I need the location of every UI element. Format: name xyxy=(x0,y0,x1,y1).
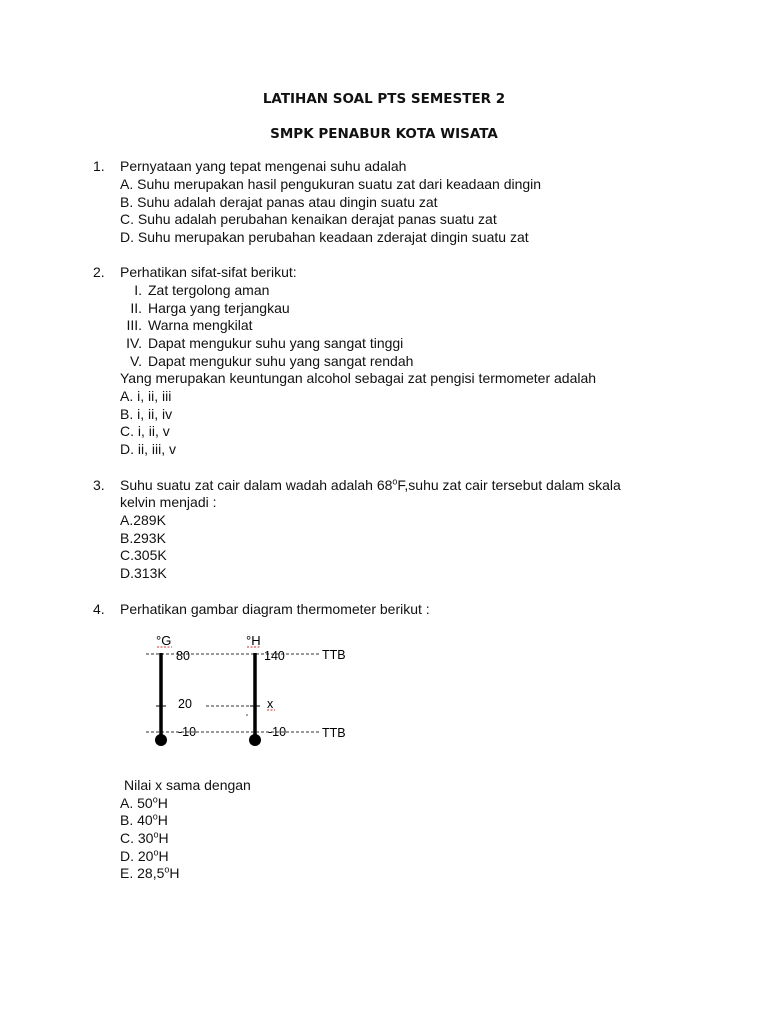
option-value: E. 28,5 xyxy=(120,865,165,881)
degree-symbol: o xyxy=(152,794,158,805)
q3-text-before: Suhu suatu zat cair dalam wadah adalah 68 xyxy=(120,477,393,493)
option-unit: H xyxy=(169,865,180,881)
q2-option-d: D. ii, iii, v xyxy=(120,441,176,457)
q4-option-e xyxy=(120,865,180,882)
q2-item-text: Zat tergolong aman xyxy=(148,282,270,298)
scale-g-label: °G xyxy=(156,633,172,648)
degree-symbol: o xyxy=(153,829,159,840)
option-value: C. 30 xyxy=(120,830,154,846)
option-unit: H xyxy=(158,848,169,864)
q3-text-after: F,suhu zat cair tersebut dalam skala xyxy=(397,477,621,493)
scale-h-label: °H xyxy=(246,633,261,648)
q2-option-c: C. i, ii, v xyxy=(120,423,170,439)
school-name: SMPK PENABUR KOTA WISATA xyxy=(270,126,498,142)
q1-option-a: A. Suhu merupakan hasil pengukuran suatu zat dari keadaan dingin xyxy=(120,176,542,192)
q3-text-line2: kelvin menjadi : xyxy=(120,494,217,510)
q2-item-text: Warna mengkilat xyxy=(148,317,253,333)
thermometer-h-bulb xyxy=(249,734,261,746)
q2-item-roman: IV. xyxy=(126,335,142,351)
q3-option-c: C.305K xyxy=(120,547,167,563)
q2-question: Yang merupakan keuntungan alcohol sebagai zat pengisi termometer adalah xyxy=(120,370,597,386)
q1-option-d: D. Suhu merupakan perubahan keadaan zderajat dingin suatu zat xyxy=(120,229,529,245)
h-bottom-value: -10 xyxy=(268,725,287,739)
q4-option-a xyxy=(120,795,168,812)
option-value: D. 20 xyxy=(120,848,154,864)
q2-text: Perhatikan sifat-sifat berikut: xyxy=(120,264,297,280)
degree-symbol: o xyxy=(164,864,170,875)
q1-option-b: B. Suhu adalah derajat panas atau dingin suatu zat xyxy=(120,194,438,210)
q4-question: Nilai x sama dengan xyxy=(124,777,251,793)
degree-symbol: o xyxy=(152,811,158,822)
q1-number: 1. xyxy=(93,158,105,174)
q2-item-roman: III. xyxy=(126,317,142,333)
q2-item-text: Dapat mengukur suhu yang sangat rendah xyxy=(148,353,414,369)
h-top-value: 140 xyxy=(264,649,285,663)
page-title: LATIHAN SOAL PTS SEMESTER 2 xyxy=(262,91,506,107)
ttb-bottom-label: TTB xyxy=(322,726,346,740)
option-value: A. 50 xyxy=(120,795,153,811)
q2-option-a: A. i, ii, iii xyxy=(120,388,172,404)
q4-option-d xyxy=(120,848,169,865)
q3-text xyxy=(120,477,621,494)
q2-number: 2. xyxy=(93,264,105,280)
q2-item-roman: V. xyxy=(130,353,142,369)
q3-option-d: D.313K xyxy=(120,565,167,581)
option-unit: H xyxy=(157,795,168,811)
q3-number: 3. xyxy=(93,477,105,493)
q2-item-text: Harga yang terjangkau xyxy=(148,300,290,316)
g-mid-value: 20 xyxy=(178,697,192,711)
degree-symbol: o xyxy=(392,476,398,487)
q2-item-roman: II. xyxy=(130,300,142,316)
q4-option-b xyxy=(120,812,168,829)
q3-option-a: A.289K xyxy=(120,512,166,528)
thermometer-diagram xyxy=(140,626,380,756)
stray-dot xyxy=(246,714,248,716)
option-value: B. 40 xyxy=(120,812,153,828)
q3-option-b: B.293K xyxy=(120,530,166,546)
option-unit: H xyxy=(157,812,168,828)
q4-number: 4. xyxy=(93,601,105,617)
option-unit: H xyxy=(158,830,169,846)
g-top-value: 80 xyxy=(176,649,190,663)
ttb-top-label: TTB xyxy=(322,648,346,662)
g-bottom-value: -10 xyxy=(178,725,197,739)
q4-option-c xyxy=(120,830,169,847)
degree-symbol: o xyxy=(153,847,159,858)
q1-text: Pernyataan yang tepat mengenai suhu adalah xyxy=(120,158,407,174)
q4-text: Perhatikan gambar diagram thermometer berikut : xyxy=(120,601,430,617)
q2-item-text: Dapat mengukur suhu yang sangat tinggi xyxy=(148,335,404,351)
q2-option-b: B. i, ii, iv xyxy=(120,406,173,422)
thermometer-g-bulb xyxy=(155,734,167,746)
q1-option-c: C. Suhu adalah perubahan kenaikan derajat panas suatu zat xyxy=(120,211,497,227)
q2-item-roman: I. xyxy=(134,282,142,298)
h-mid-value: x xyxy=(267,697,274,711)
